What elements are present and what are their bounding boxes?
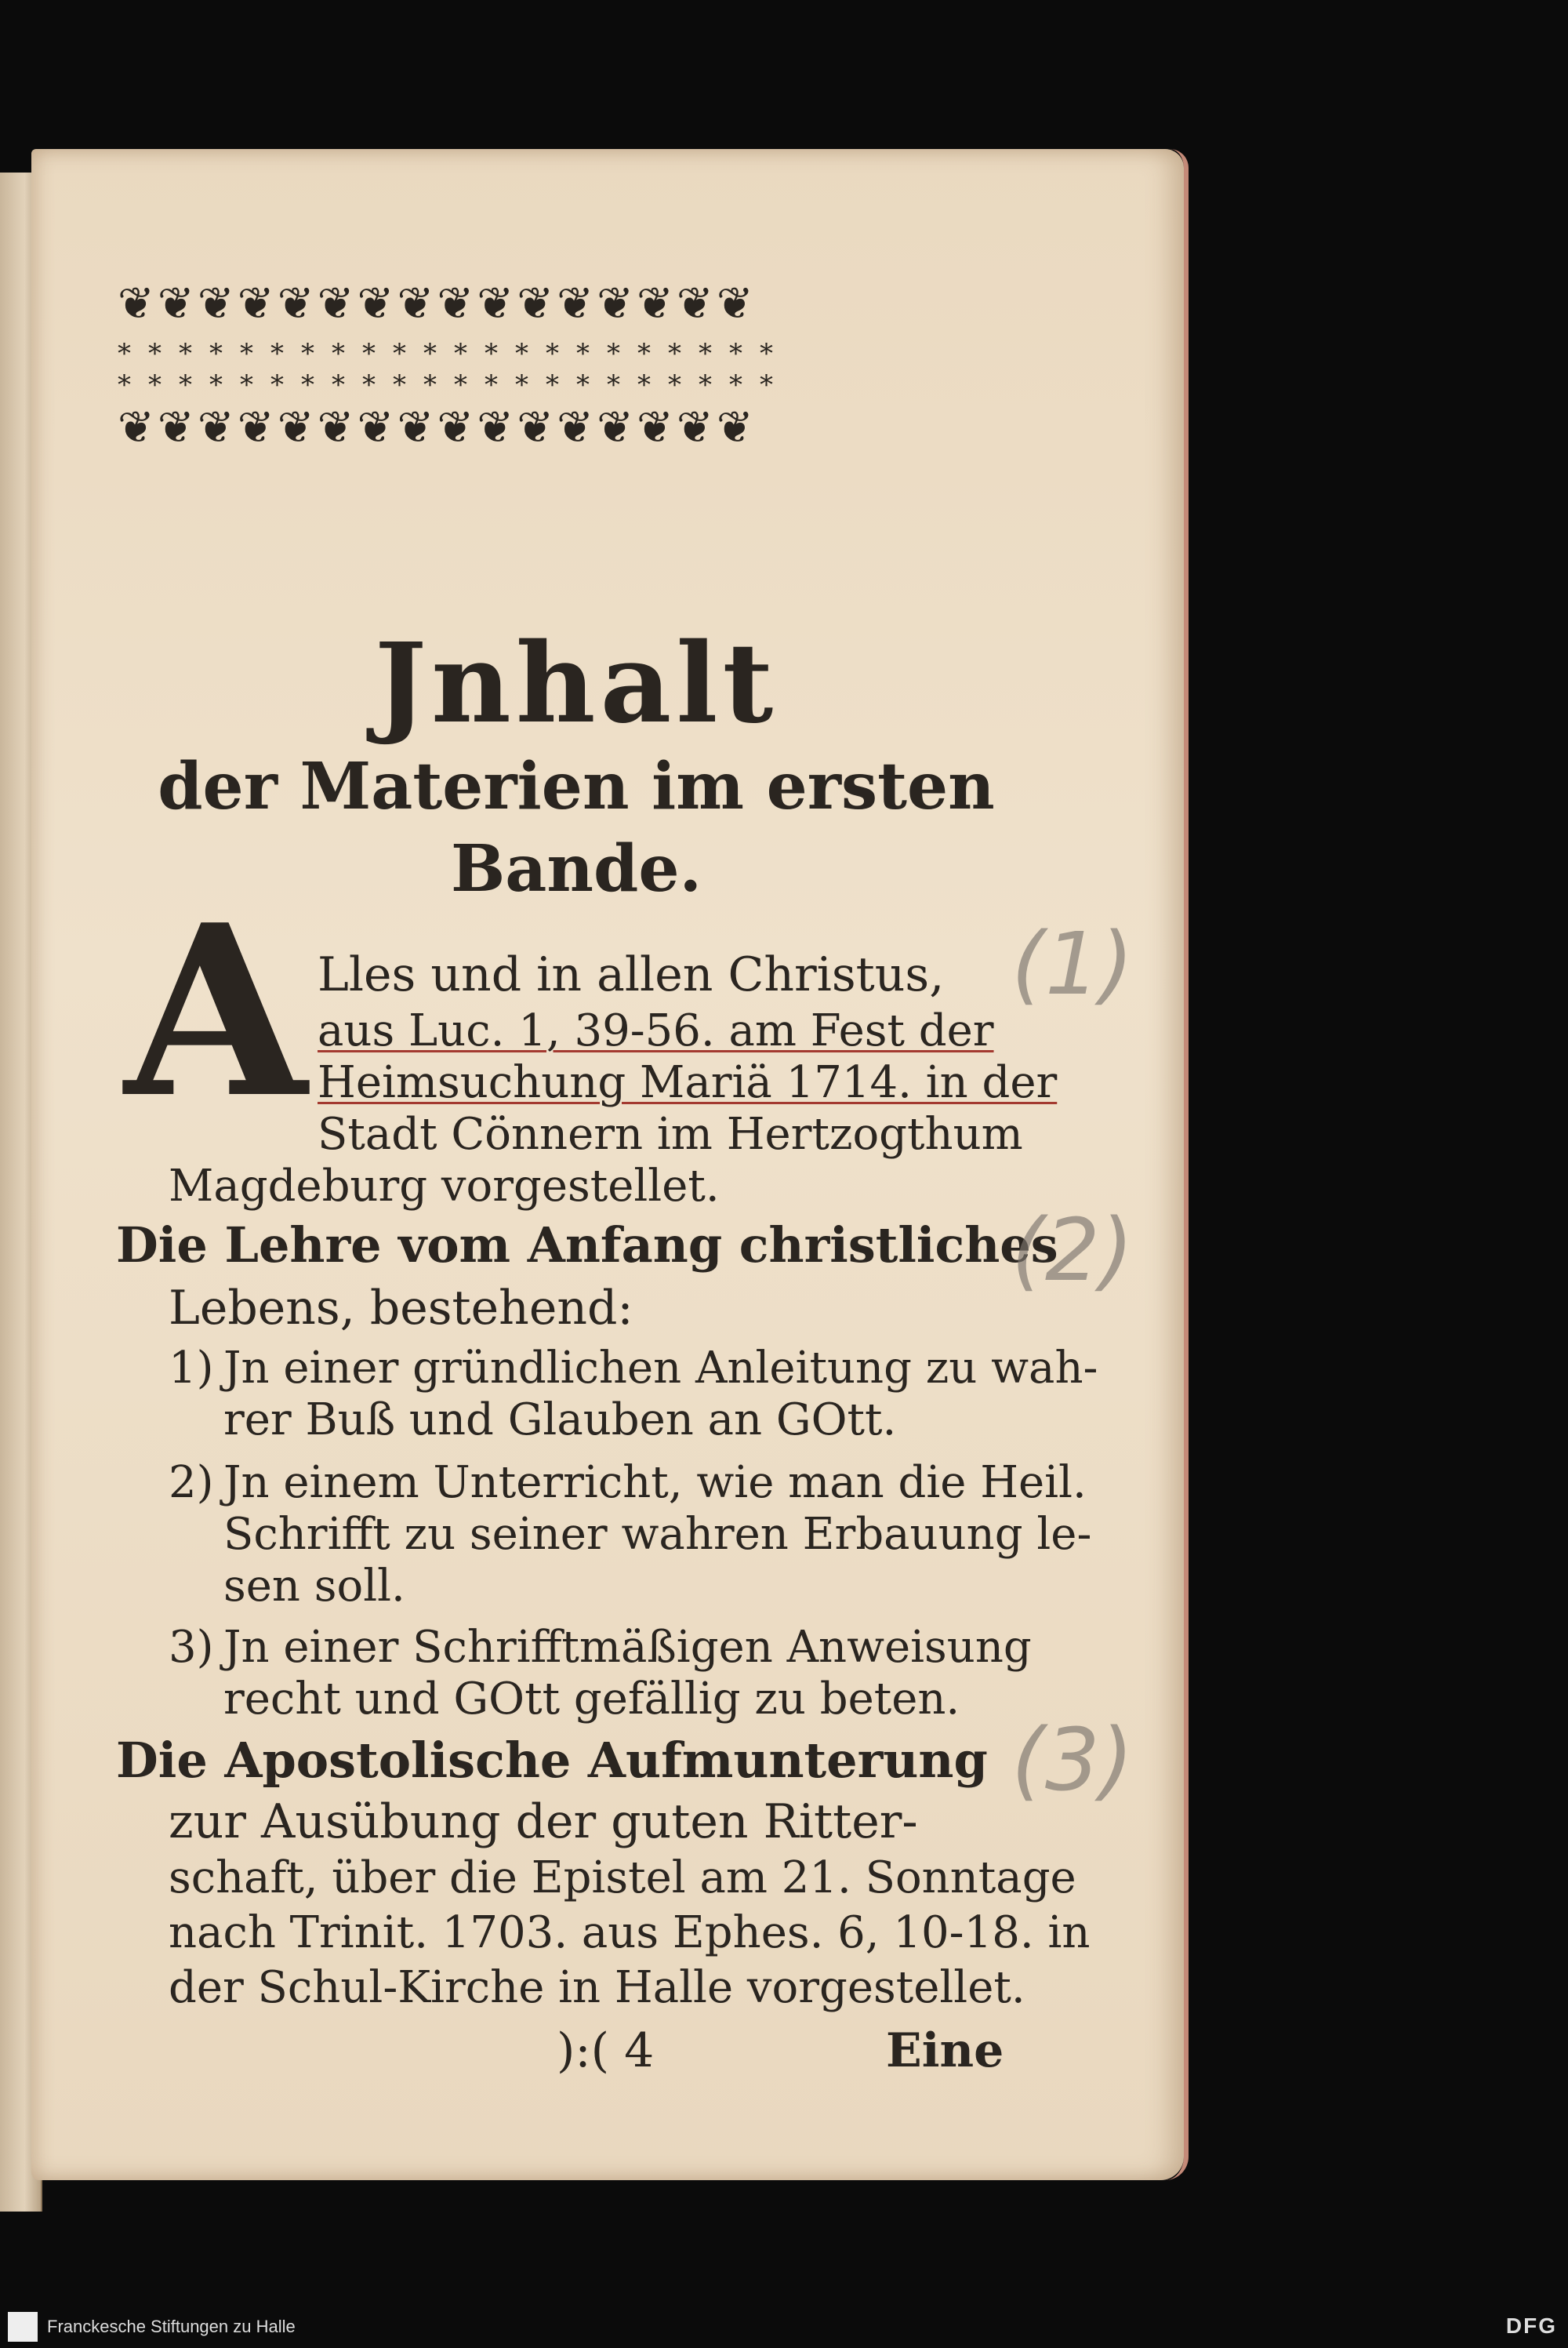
entry2-item1-line1: Jn einer gründlichen Anleitung zu wah- — [223, 1343, 1098, 1394]
heading-title: Jnhalt — [374, 620, 779, 748]
ornament-band — [118, 282, 1011, 450]
entry2-item2-num: 2) — [169, 1457, 214, 1508]
entry2-item3-line1: Jn einer Schrifftmäßigen Anweisung — [223, 1622, 1032, 1673]
entry2-item2-line3: sen soll. — [223, 1561, 405, 1612]
entry3-line-5: der Schul-Kirche in Halle vorgestellet. — [169, 1962, 1025, 2013]
pencil-note-3: (3) — [1011, 1710, 1134, 1810]
entry3-line-2: zur Ausübung der guten Ritter- — [169, 1794, 918, 1849]
ornament-stars-b: ********************** — [118, 369, 790, 401]
entry3-line-1: Die Apostolische Aufmunterung — [116, 1732, 988, 1789]
ornament-stars-a: ********************** — [118, 338, 790, 369]
entry2-item3-num: 3) — [169, 1622, 214, 1673]
institution-name: Franckesche Stiftungen zu Halle — [47, 2317, 296, 2336]
ornament-row-top: ❦❦❦❦❦❦❦❦❦❦❦❦❦❦❦❦ — [118, 282, 757, 329]
ornament-row-bottom: ❦❦❦❦❦❦❦❦❦❦❦❦❦❦❦❦ — [118, 402, 757, 450]
entry2-item1-num: 1) — [169, 1343, 214, 1394]
pencil-note-1: (1) — [1011, 914, 1134, 1014]
entry2-item2-line1: Jn einem Unterricht, wie man die Heil. — [223, 1457, 1087, 1508]
heading-subtitle: der Materien im ersten — [158, 749, 995, 824]
dfg-logo: DFG — [1505, 2313, 1557, 2338]
entry3-line-4: nach Trinit. 1703. aus Ephes. 6, 10-18. in — [169, 1907, 1091, 1958]
catchword: Eine — [886, 2023, 1004, 2078]
entry2-line-2: Lebens, bestehend: — [169, 1281, 633, 1336]
footer-bar — [0, 2306, 1568, 2348]
drop-cap: A — [124, 873, 307, 1150]
signature-mark: ):( 4 — [557, 2023, 655, 2078]
entry1-line-1: Lles und in allen Christus, — [318, 947, 945, 1002]
entry1-line-5: Magdeburg vorgestellet. — [169, 1161, 720, 1212]
entry2-item1-line2: rer Buß und Glauben an GOtt. — [223, 1394, 897, 1445]
heading-subtitle-2: Bande. — [450, 831, 702, 907]
entry1-line-2: aus Luc. 1, 39-56. am Fest der — [318, 1005, 994, 1056]
entry3-line-3: schaft, über die Epistel am 21. Sonntage — [169, 1852, 1076, 1903]
institution-logo-icon — [8, 2312, 38, 2342]
pencil-note-2: (2) — [1011, 1200, 1134, 1300]
entry2-item3-line2: recht und GOtt gefällig zu beten. — [223, 1674, 960, 1725]
entry2-item2-line2: Schrifft zu seiner wahren Erbauung le- — [223, 1509, 1092, 1560]
entry2-line-1: Die Lehre vom Anfang christliches — [116, 1216, 1058, 1274]
entry1-line-4: Stadt Cönnern im Hertzogthum — [318, 1109, 1023, 1160]
entry1-line-3: Heimsuchung Mariä 1714. in der — [318, 1057, 1058, 1108]
